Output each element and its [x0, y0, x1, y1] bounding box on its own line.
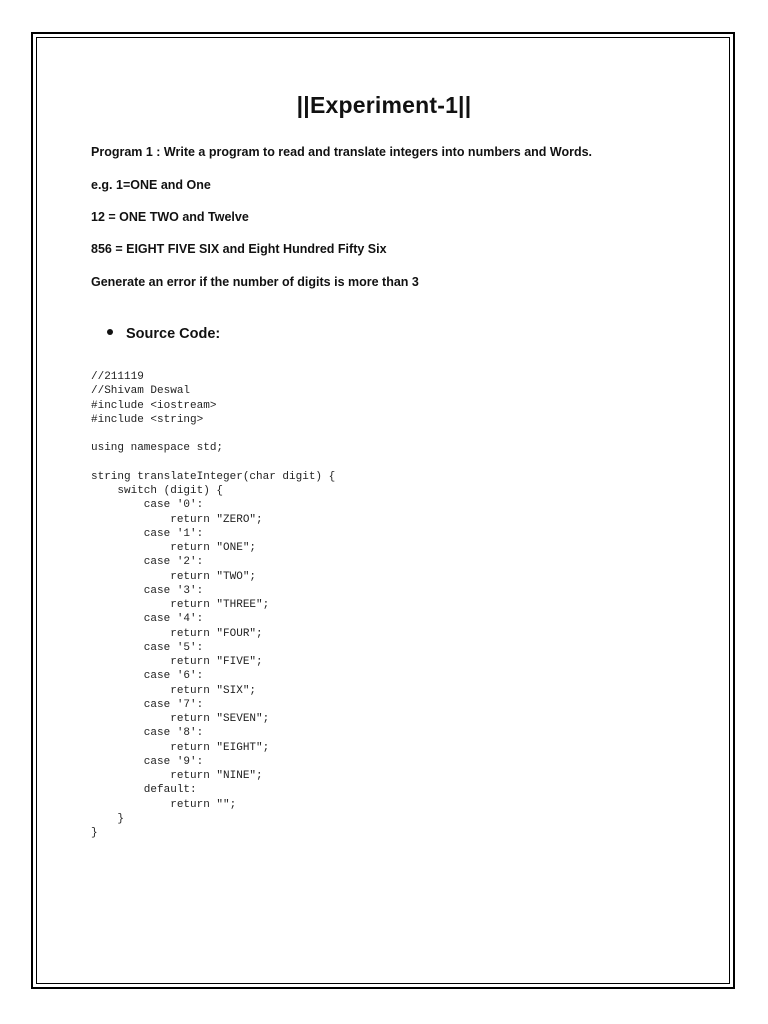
example-line-1: e.g. 1=ONE and One	[91, 178, 211, 192]
code-line: //211119	[91, 371, 144, 383]
source-code-block	[91, 370, 335, 840]
example-line-3: 856 = EIGHT FIVE SIX and Eight Hundred Fifty Six	[91, 242, 387, 256]
code-line: case '4':	[91, 613, 204, 626]
code-line: default:	[91, 784, 197, 797]
code-line: return "";	[91, 798, 237, 811]
code-line: return "ZERO";	[91, 513, 263, 526]
code-line: return "SIX";	[91, 684, 257, 697]
code-line: return "EIGHT";	[91, 741, 270, 754]
code-line: //Shivam Deswal	[91, 385, 191, 398]
code-line: case '1':	[91, 527, 204, 540]
code-line: case '5':	[91, 641, 204, 654]
code-line: return "FIVE";	[91, 656, 263, 668]
code-line: case '9':	[91, 755, 204, 768]
code-line: return "NINE";	[91, 770, 263, 782]
code-line: case '6':	[91, 670, 204, 683]
code-line: case '0':	[91, 499, 204, 512]
code-line: return "FOUR";	[91, 627, 263, 640]
page-title: ||Experiment-1||	[296, 92, 472, 118]
code-line: switch (digit) {	[91, 485, 224, 497]
source-code-label: Source Code:	[126, 326, 221, 342]
source-code-heading	[107, 326, 220, 342]
code-line: string translateInteger(char digit) {	[91, 470, 336, 483]
example-line-2: 12 = ONE TWO and Twelve	[91, 210, 249, 224]
code-line: }	[91, 827, 98, 839]
code-line: return "TWO";	[91, 570, 257, 583]
code-line: case '7':	[91, 698, 204, 711]
code-line: }	[91, 812, 125, 825]
code-line: return "THREE";	[91, 599, 270, 611]
code-line: #include <iostream>	[91, 399, 217, 412]
code-line: case '2':	[91, 556, 204, 569]
code-line: return "ONE";	[91, 542, 257, 554]
code-line: case '8':	[91, 727, 204, 740]
code-line: return "SEVEN";	[91, 713, 270, 725]
code-line: case '3':	[91, 584, 204, 597]
code-line: #include <string>	[91, 413, 204, 426]
bullet-icon	[107, 329, 113, 335]
code-line: using namespace std;	[91, 442, 224, 455]
error-requirement: Generate an error if the number of digits is more than 3	[91, 275, 419, 289]
program-statement: Program 1 : Write a program to read and translate integers into numbers and Words.	[91, 145, 593, 159]
